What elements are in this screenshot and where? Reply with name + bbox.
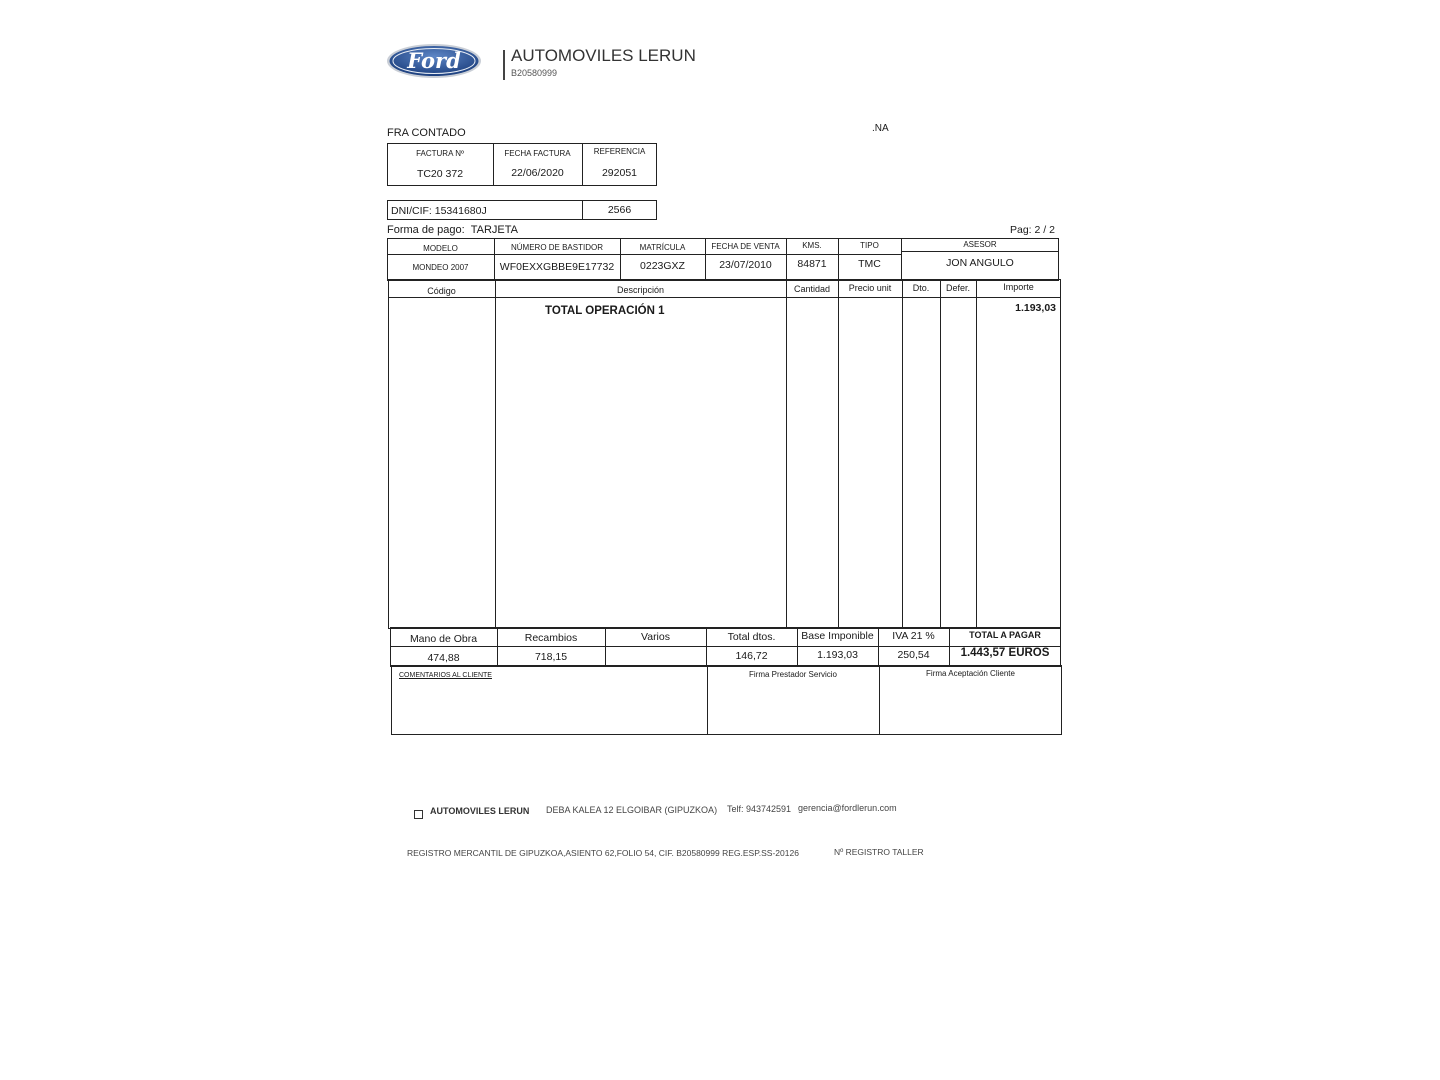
total-value: 1.443,57 EUROS	[960, 647, 1050, 659]
client-code: 2566	[607, 204, 632, 216]
line-description: TOTAL OPERACIÓN 1	[545, 305, 665, 317]
labor-value: 474,88	[427, 652, 460, 664]
company-name: AUTOMOVILES LERUN	[511, 46, 696, 65]
comments-label: COMENTARIOS AL CLIENTE	[399, 672, 492, 679]
vehicle-kms-header: KMS.	[802, 241, 822, 250]
lines-header-rule	[388, 297, 1061, 298]
vehicle-sale-date-header: FECHA DE VENTA	[711, 242, 780, 251]
invoice-number-header: FACTURA Nº	[416, 149, 464, 158]
payment-label: Forma de pago:	[387, 224, 465, 236]
vehicle-header-rule	[901, 251, 1059, 252]
parts-value: 718,15	[534, 651, 568, 663]
page-number: Pag: 2 / 2	[1010, 224, 1055, 236]
total-label: TOTAL A PAGAR	[969, 630, 1041, 640]
footer-email: gerencia@fordlerun.com	[798, 803, 897, 813]
payment-method	[387, 224, 518, 236]
lines-discount-header: Dto.	[912, 283, 930, 293]
base-label: Base Imponible	[801, 630, 874, 642]
discounts-label: Total dtos.	[727, 631, 776, 643]
stray-mark: .NA	[872, 123, 889, 134]
vehicle-type: TMC	[858, 258, 881, 270]
invoice-number: TC20 372	[416, 168, 464, 180]
lines-col-divider	[838, 279, 839, 629]
payment-value: TARJETA	[470, 224, 518, 236]
header-divider	[503, 50, 505, 80]
vehicle-advisor: JON ANGULO	[946, 257, 1014, 269]
vat-value: 250,54	[897, 649, 930, 661]
logo-text: Ford	[407, 48, 461, 73]
vehicle-type-header: TIPO	[860, 241, 879, 250]
invoice-ref-header: REFERENCIA	[593, 147, 646, 156]
lines-col-divider	[495, 279, 496, 629]
footer-company: AUTOMOVILES LERUN	[430, 806, 530, 816]
company-cif: B20580999	[511, 68, 558, 78]
line-amount: 1.193,03	[1015, 302, 1056, 314]
footer-registry: REGISTRO MERCANTIL DE GIPUZKOA,ASIENTO 62,FOLIO 54, CIF. B20580999 REG.ESP.SS-20126	[407, 848, 799, 858]
footer-workshop-registry: Nº REGISTRO TALLER	[834, 847, 924, 857]
invoice-reference: 292051	[601, 167, 638, 179]
vehicle-plate: 0223GXZ	[640, 260, 685, 272]
doc-type: FRA CONTADO	[387, 127, 466, 139]
base-value: 1.193,03	[817, 649, 858, 661]
lines-code-header: Código	[427, 286, 456, 296]
ford-logo	[386, 43, 482, 79]
lines-col-divider	[976, 279, 977, 629]
client-signature-label: Firma Aceptación Cliente	[926, 669, 1015, 678]
vehicle-sale-date: 23/07/2010	[719, 259, 772, 271]
provider-signature-label: Firma Prestador Servicio	[748, 670, 838, 679]
lines-col-divider	[902, 279, 903, 629]
vehicle-advisor-header: ASESOR	[963, 240, 997, 249]
lines-unit-price-header: Precio unit	[848, 283, 892, 293]
vehicle-kms: 84871	[797, 258, 827, 270]
lines-col-divider	[786, 279, 787, 629]
other-label: Varios	[641, 631, 670, 643]
parts-label: Recambios	[524, 632, 578, 644]
lines-amount-header: Importe	[1003, 282, 1034, 292]
vehicle-vin-header: NÚMERO DE BASTIDOR	[510, 243, 603, 252]
lines-table	[388, 279, 1061, 629]
lines-description-header: Descripción	[616, 285, 665, 295]
vehicle-model: MONDEO 2007	[412, 263, 469, 272]
labor-label: Mano de Obra	[409, 633, 478, 645]
footer-address: DEBA KALEA 12 ELGOIBAR (GIPUZKOA)	[546, 805, 718, 815]
discounts-value: 146,72	[735, 650, 768, 662]
client-dni: DNI/CIF: 15341680J	[391, 205, 487, 217]
vehicle-model-header: MODELO	[423, 244, 458, 253]
invoice-date-header: FECHA FACTURA	[504, 149, 571, 158]
lines-deferred-header: Defer.	[945, 283, 970, 293]
invoice-date: 22/06/2020	[511, 167, 564, 179]
footer-checkbox-icon	[414, 810, 423, 819]
footer-phone: Telf: 943742591	[727, 804, 792, 814]
lines-qty-header: Cantidad	[793, 284, 831, 294]
vat-label: IVA 21 %	[892, 630, 935, 642]
vehicle-vin: WF0EXXGBBE9E17732	[499, 261, 615, 273]
vehicle-plate-header: MATRÍCULA	[639, 243, 686, 252]
lines-col-divider	[940, 279, 941, 629]
vehicle-header-rule	[387, 254, 901, 255]
